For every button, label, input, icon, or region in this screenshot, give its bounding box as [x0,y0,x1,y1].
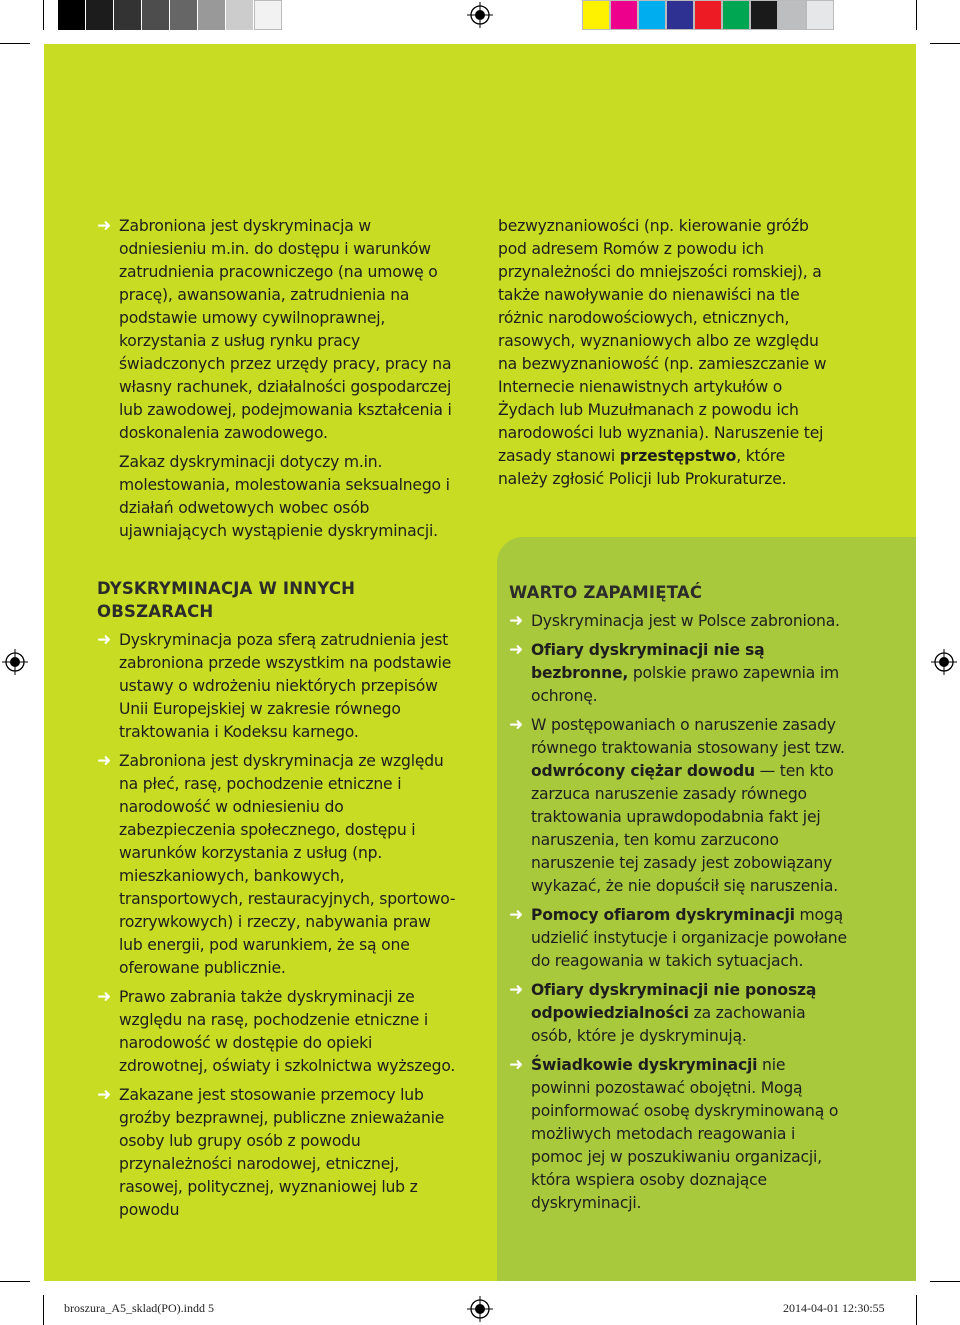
list-item [509,714,849,898]
cmyk-color-bar [582,0,834,30]
registration-mark-icon [467,2,493,28]
paragraph: Dyskryminacja jest w Polsce zabroniona. [531,612,840,630]
text: nie powinni pozostawać obojętni. Mogą poinformować osobę dyskryminowaną o możliwych metodach reagowania i pomoc jej w poszukiwaniu organizacji, która wspiera osoby doznające dyskryminacji. [531,1056,839,1212]
bold-text: Pomocy ofiarom dyskryminacji [531,906,795,924]
top-right-column [498,215,838,491]
section-heading: DYSKRYMINACJA W INNYCH OBSZARACH [97,579,356,621]
list-item [97,215,457,445]
bold-text: Ofiary dyskryminacji nie są bezbronne, [531,641,765,682]
arrow-right-icon: ➜ [509,980,524,1000]
list-item [97,750,457,980]
arrow-right-icon: ➜ [509,611,524,631]
bold-text: Ofiary dyskryminacji nie ponoszą odpowiedzialności [531,981,817,1022]
list-item [97,986,457,1078]
crop-mark [43,1295,44,1325]
list-item [509,979,849,1048]
arrow-right-icon: ➜ [509,1055,524,1075]
list-item [509,904,849,973]
gray-swatch [142,0,170,30]
cmyk-swatch [806,0,834,30]
bold-text: odwrócony ciężar dowodu [531,762,755,780]
crop-mark [916,0,917,30]
paragraph: Zabroniona jest dyskryminacja ze względu na płeć, rasę, pochodzenie etniczne i narodowość w odniesieniu do zabezpieczenia społecznego, dostępu i warunków korzystania z usług (np. mieszkaniowych, bankowych, transportowych, restauracyjnych, sportowo-rozrywkowych) i rzeczy, nabywania praw lub energii, pod warunkiem, że są one oferowane publicznie. [119,752,456,977]
text: polskie prawo zapewnia im ochronę. [531,664,840,705]
cmyk-swatch [778,0,806,30]
crop-mark [930,1281,960,1282]
paragraph: Prawo zabrania także dyskryminacji ze względu na rasę, pochodzenie etniczne i narodowość w dostępie do opieki zdrowotnej, oświaty i szkolnictwa wyższego. [119,988,456,1075]
text: bezwyznaniowości (np. kierowanie gróźb pod adresem Romów z powodu ich przynależności do mniejszości romskiej), a także nawoływanie do nienawiści na tle różnic narodowościowych, etnicznych, rasowych, wyznaniowych albo ze względu na bezwyznaniowość (np. zamieszczanie w Internecie nienawistnych artykułów o Żydach lub Muzułmanach z powodu ich narodowości lub wyznania). Naruszenie tej zasady stanowi [498,217,827,465]
box-heading: WARTO ZAPAMIĘTAĆ [509,583,703,602]
paragraph [531,639,849,708]
gray-swatch [254,0,282,30]
crop-mark [916,1295,917,1325]
list-item [509,639,849,708]
arrow-right-icon: ➜ [97,1085,112,1105]
bottom-left-column [97,577,457,1228]
gray-swatch [114,0,142,30]
reminder-column [509,581,849,1221]
cmyk-swatch [694,0,722,30]
gray-swatch [86,0,114,30]
arrow-right-icon: ➜ [97,216,112,236]
list-item [509,610,849,633]
registration-mark-icon [931,649,957,675]
paragraph [531,979,849,1048]
cmyk-swatch [722,0,750,30]
paragraph [531,1054,849,1215]
file-slug: broszura_A5_sklad(PO).indd 5 [64,1301,214,1315]
arrow-right-icon: ➜ [509,640,524,660]
gray-swatch [198,0,226,30]
bold-text: Świadkowie dyskryminacji [531,1056,758,1074]
paragraph: Dyskryminacja poza sferą zatrudnienia jest zabroniona przede wszystkim na podstawie ustawy o wdrożeniu niektórych przepisów Unii Europejskiej w zakresie równego traktowania i Kodeksu karnego. [119,631,452,741]
paragraph [498,215,838,491]
crop-mark [43,0,44,30]
arrow-right-icon: ➜ [509,905,524,925]
gray-swatch [58,0,86,30]
arrow-right-icon: ➜ [97,630,112,650]
gray-color-bar [58,0,282,30]
text: — ten kto zarzuca naruszenie zasady równego traktowania uprawdopodabnia fakt jej naruszenia, ten komu zarzucono naruszenie tej zasady jest zobowiązany wykazać, że nie dopuścił się naruszenia. [531,762,839,895]
paragraph: Zakazane jest stosowanie przemocy lub groźby bezprawnej, publiczne znieważanie osoby lub grupy osób z powodu przynależności narodowej, etnicznej, rasowej, politycznej, wyznaniowej lub z powodu [119,1086,445,1219]
list-item [97,1084,457,1222]
crop-mark [930,43,960,44]
list-item [97,451,457,543]
text: W postępowaniach o naruszenie zasady równego traktowania stosowany jest tzw. [531,716,845,757]
gray-swatch [170,0,198,30]
bold-text: przestępstwo [619,447,737,465]
top-left-column [97,215,457,549]
paragraph: Zakaz dyskryminacji dotyczy m.in. molestowania, molestowania seksualnego i działań odwetowych wobec osób ujawniających wystąpienie dyskryminacji. [119,453,450,540]
text: mogą udzielić instytucje i organizacje powołane do reagowania w takich sytuacjach. [531,906,847,970]
cmyk-swatch [666,0,694,30]
crop-mark [0,1281,30,1282]
crop-mark [0,43,30,44]
arrow-right-icon: ➜ [509,715,524,735]
gray-swatch [226,0,254,30]
arrow-right-icon: ➜ [97,987,112,1007]
paragraph [531,714,849,898]
cmyk-swatch [750,0,778,30]
list-item [97,629,457,744]
registration-mark-icon [2,649,28,675]
arrow-right-icon: ➜ [97,751,112,771]
cmyk-swatch [582,0,610,30]
text: , które należy zgłosić Policji lub Prokuraturze. [498,447,787,488]
paragraph: Zabroniona jest dyskryminacja w odniesieniu m.in. do dostępu i warunków zatrudnienia pracowniczego (na umowę o pracę), awansowania, zatrudnienia na podstawie umowy cywilnoprawnej, korzystania z usług rynku pracy świadczonych przez urzędy pracy, pracy na własny rachunek, działalności gospodarczej lub zawodowej, podejmowania kształcenia i doskonalenia zawodowego. [119,217,452,442]
paragraph [531,904,849,973]
text: za zachowania osób, które je dyskryminują. [531,1004,806,1045]
registration-mark-icon [467,1296,493,1322]
cmyk-swatch [610,0,638,30]
list-item [509,1054,849,1215]
date-slug: 2014-04-01 12:30:55 [783,1301,885,1315]
cmyk-swatch [638,0,666,30]
